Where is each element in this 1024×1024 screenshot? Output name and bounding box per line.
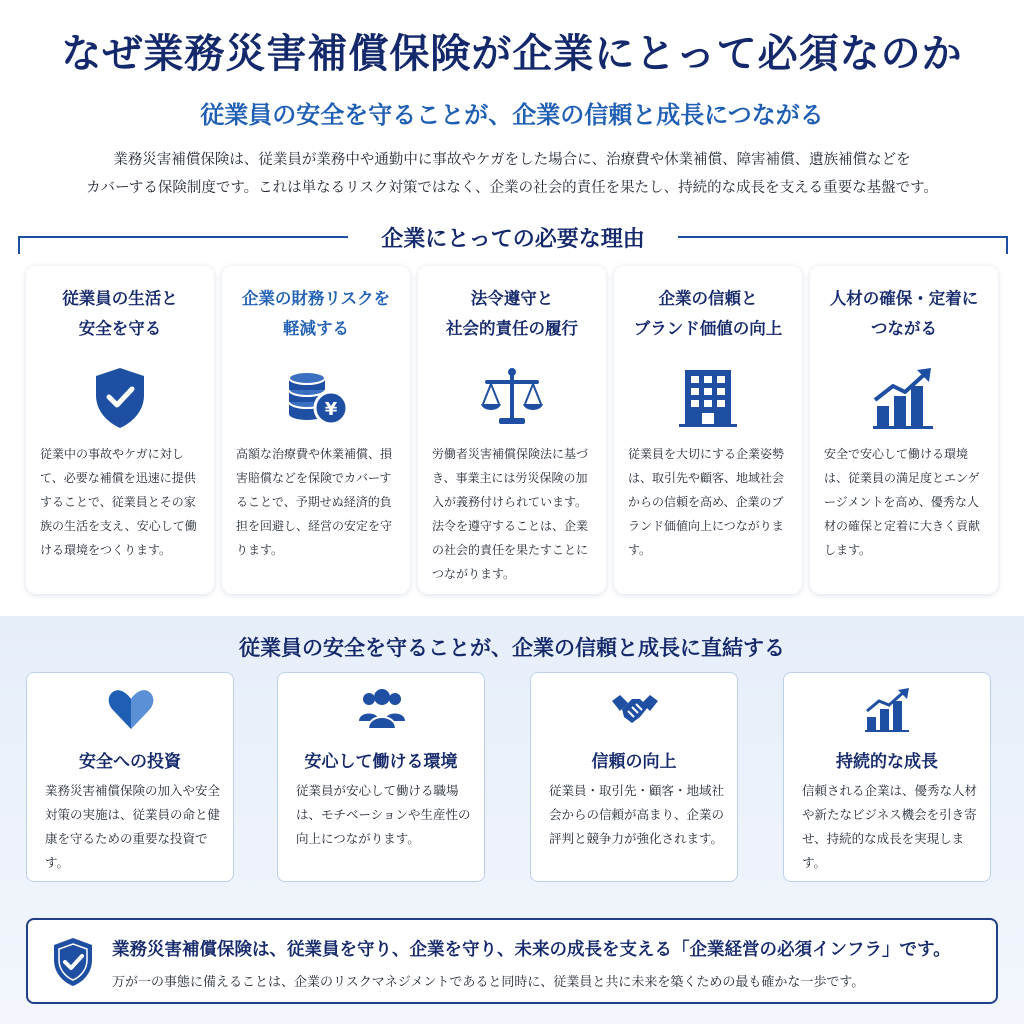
reason-description: 従業員を大切にする企業姿勢は、取引先や顧客、地域社会からの信頼を高め、企業のブランド価値向上につながります。 bbox=[628, 447, 785, 557]
steps-row bbox=[26, 672, 998, 882]
people-group-icon bbox=[357, 687, 407, 733]
step-description: 従業員が安心して働ける職場は、モチベーションや生産性の向上につながります。 bbox=[296, 783, 471, 846]
reason-title bbox=[614, 284, 802, 344]
reason-title bbox=[418, 284, 606, 344]
building-icon bbox=[673, 362, 743, 432]
reason-title-line: 安全を守る bbox=[78, 319, 162, 338]
growth-chart-icon bbox=[869, 362, 939, 432]
step-card bbox=[530, 672, 738, 882]
svg-text:¥: ¥ bbox=[324, 399, 338, 420]
scales-icon bbox=[477, 362, 547, 432]
intro-line-1: 業務災害補償保険は、従業員が業務中や通勤中に事故やケガをした場合に、治療費や休業補償、障害補償、遺族補償などを bbox=[113, 152, 911, 168]
reason-card bbox=[418, 266, 606, 594]
reason-title-line: 従業員の生活と bbox=[62, 289, 178, 308]
reason-card bbox=[614, 266, 802, 594]
heart-icon bbox=[106, 687, 156, 733]
step-card bbox=[26, 672, 234, 882]
growth-chart-icon bbox=[863, 687, 913, 733]
step-description: 従業員・取引先・顧客・地域社会からの信頼が高まり、企業の評判と競争力が強化されます。 bbox=[549, 783, 725, 846]
coins-yen-icon bbox=[281, 362, 351, 432]
shield-check-icon bbox=[85, 362, 155, 432]
shield-check-icon bbox=[50, 936, 96, 988]
page-title: なぜ業務災害補償保険が企業にとって必須なのか bbox=[61, 31, 963, 77]
step-card bbox=[783, 672, 991, 882]
reason-description: 労働者災害補償保険法に基づき、事業主には労災保険の加入が義務付けられています。法令を遵守することは、企業の社会的責任を果たすことにつながります。 bbox=[432, 447, 589, 581]
step-description: 信頼される企業は、優秀な人材や新たなビジネス機会を引き寄せ、持続的な成長を実現します。 bbox=[802, 783, 978, 870]
reason-description: 高額な治療費や休業補償、損害賠償などを保険でカバーすることで、予期せぬ経済的負担を回避し、経営の安定を守ります。 bbox=[236, 447, 393, 557]
banner-subtext: 万が一の事態に備えることは、企業のリスクマネジメントであると同時に、従業員と共に未来を築くための最も確かな一歩です。 bbox=[112, 975, 865, 990]
handshake-icon bbox=[610, 687, 660, 733]
reason-description: 安全で安心して働ける環境は、従業員の満足度とエンゲージメントを高め、優秀な人材の確保と定着に大きく貢献します。 bbox=[824, 447, 981, 557]
reason-title bbox=[810, 284, 998, 344]
reason-card bbox=[222, 266, 410, 594]
step-title: 安全への投資 bbox=[79, 752, 181, 772]
banner-headline: 業務災害補償保険は、従業員を守り、企業を守り、未来の成長を支える「企業経営の必須インフラ」です。 bbox=[112, 940, 951, 960]
reason-title-line: 人材の確保・定着に bbox=[829, 289, 979, 308]
reason-card bbox=[810, 266, 998, 594]
step-title: 信頼の向上 bbox=[591, 752, 677, 772]
step-title: 安心して働ける環境 bbox=[304, 752, 458, 772]
reason-card bbox=[26, 266, 214, 594]
reason-title bbox=[26, 284, 214, 344]
reason-title-line: 社会的責任の履行 bbox=[446, 319, 578, 338]
reason-title-line: 企業の財務リスクを bbox=[241, 289, 391, 308]
reasons-grid bbox=[26, 266, 998, 594]
reason-title-line: つながる bbox=[871, 319, 937, 338]
reason-title bbox=[222, 284, 410, 344]
reasons-section-heading: 企業にとっての必要な理由 bbox=[381, 227, 645, 252]
page-subtitle: 従業員の安全を守ることが、企業の信頼と成長につながる bbox=[200, 101, 824, 129]
reason-title-line: 法令遵守と bbox=[470, 289, 554, 308]
reasons-section-header bbox=[18, 220, 1008, 256]
intro-line-2: カバーする保険制度です。これは単なるリスク対策ではなく、企業の社会的責任を果たし、持続的な成長を支える重要な基盤です。 bbox=[86, 180, 938, 196]
reason-title-line: 企業の信頼と bbox=[658, 289, 758, 308]
reason-title-line: ブランド価値の向上 bbox=[633, 319, 783, 338]
step-card bbox=[277, 672, 485, 882]
reason-description: 従業中の事故やケガに対して、必要な補償を迅速に提供することで、従業員とその家族の生活を支え、安心して働ける環境をつくります。 bbox=[40, 447, 197, 557]
step-title: 持続的な成長 bbox=[836, 752, 938, 772]
step-description: 業務災害補償保険の加入や安全対策の実施は、従業員の命と健康を守るための重要な投資です。 bbox=[45, 783, 221, 870]
summary-banner bbox=[26, 918, 998, 1004]
steps-section-heading: 従業員の安全を守ることが、企業の信頼と成長に直結する bbox=[239, 636, 785, 660]
intro-text bbox=[30, 146, 994, 202]
reason-title-line: 軽減する bbox=[283, 319, 349, 338]
